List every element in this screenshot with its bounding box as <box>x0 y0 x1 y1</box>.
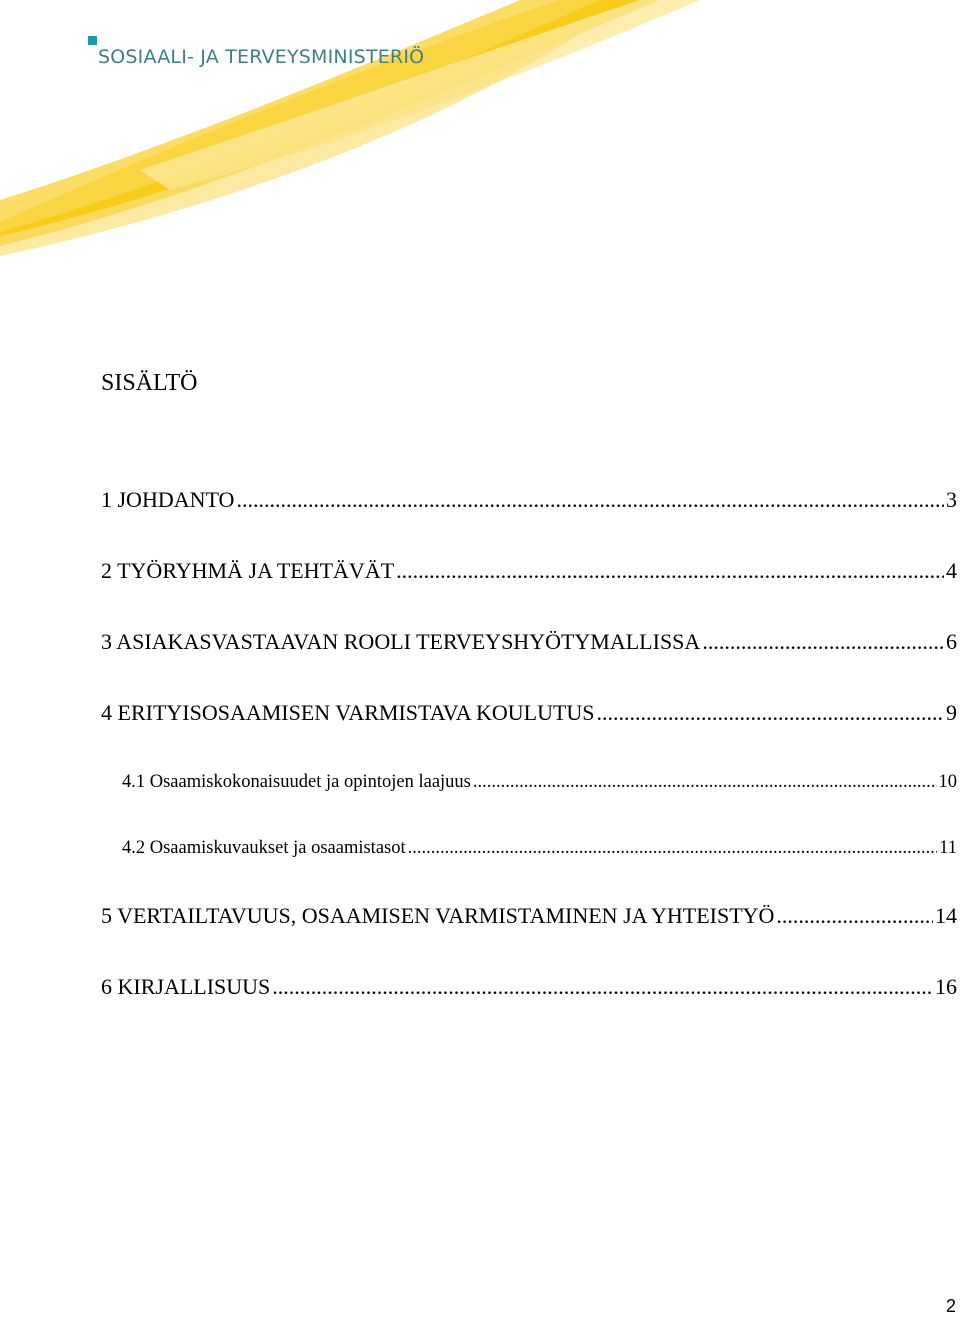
toc-entry-page: 10 <box>938 772 957 792</box>
ministry-logo-text: SOSIAALI- JA TERVEYSMINISTERIÖ <box>98 46 425 68</box>
square-mark-icon <box>88 36 97 45</box>
toc-entry-label: 5 VERTAILTAVUUS, OSAAMISEN VARMISTAMINEN JA YHTEISTYÖ <box>101 903 775 928</box>
header-swoosh-graphic <box>0 0 960 260</box>
toc-entry-page: 6 <box>946 629 957 654</box>
toc-entry-label: 2 TYÖRYHMÄ JA TEHTÄVÄT <box>101 558 395 583</box>
toc-entry-page: 16 <box>935 974 957 999</box>
toc-entry-label: 4 ERITYISOSAAMISEN VARMISTAVA KOULUTUS <box>101 700 595 725</box>
toc-entry[interactable] <box>101 903 957 929</box>
toc-entry-page: 11 <box>939 838 957 858</box>
toc-entry-page: 4 <box>946 558 957 583</box>
toc-entry[interactable] <box>101 558 957 584</box>
toc-entry-label: 4.1 Osaamiskokonaisuudet ja opintojen laajuus <box>122 772 471 792</box>
toc-entry-page: 9 <box>946 700 957 725</box>
toc-title: SISÄLTÖ <box>101 370 198 396</box>
toc-entry-label: 4.2 Osaamiskuvaukset ja osaamistasot <box>122 838 406 858</box>
toc-entry-label: 1 JOHDANTO <box>101 487 235 512</box>
toc-leader-dots <box>236 487 944 513</box>
toc-leader-dots <box>776 903 933 929</box>
toc-entry-label: 3 ASIAKASVASTAAVAN ROOLI TERVEYSHYÖTYMALLISSA <box>101 629 701 654</box>
toc-subentry[interactable] <box>122 838 957 859</box>
toc-leader-dots <box>702 629 944 655</box>
toc-entry[interactable] <box>101 487 957 513</box>
toc-leader-dots <box>272 974 933 1000</box>
toc-entry-label: 6 KIRJALLISUUS <box>101 974 271 999</box>
toc-entry[interactable] <box>101 974 957 1000</box>
toc-entry-page: 14 <box>935 903 957 928</box>
toc-entry-page: 3 <box>946 487 957 512</box>
toc-leader-dots <box>473 772 937 793</box>
page-number: 2 <box>945 1296 956 1316</box>
toc-leader-dots <box>396 558 944 584</box>
toc-entry[interactable] <box>101 700 957 726</box>
toc-subentry[interactable] <box>122 772 957 793</box>
toc-entry[interactable] <box>101 629 957 655</box>
toc-leader-dots <box>597 700 944 726</box>
toc-leader-dots <box>408 838 938 859</box>
